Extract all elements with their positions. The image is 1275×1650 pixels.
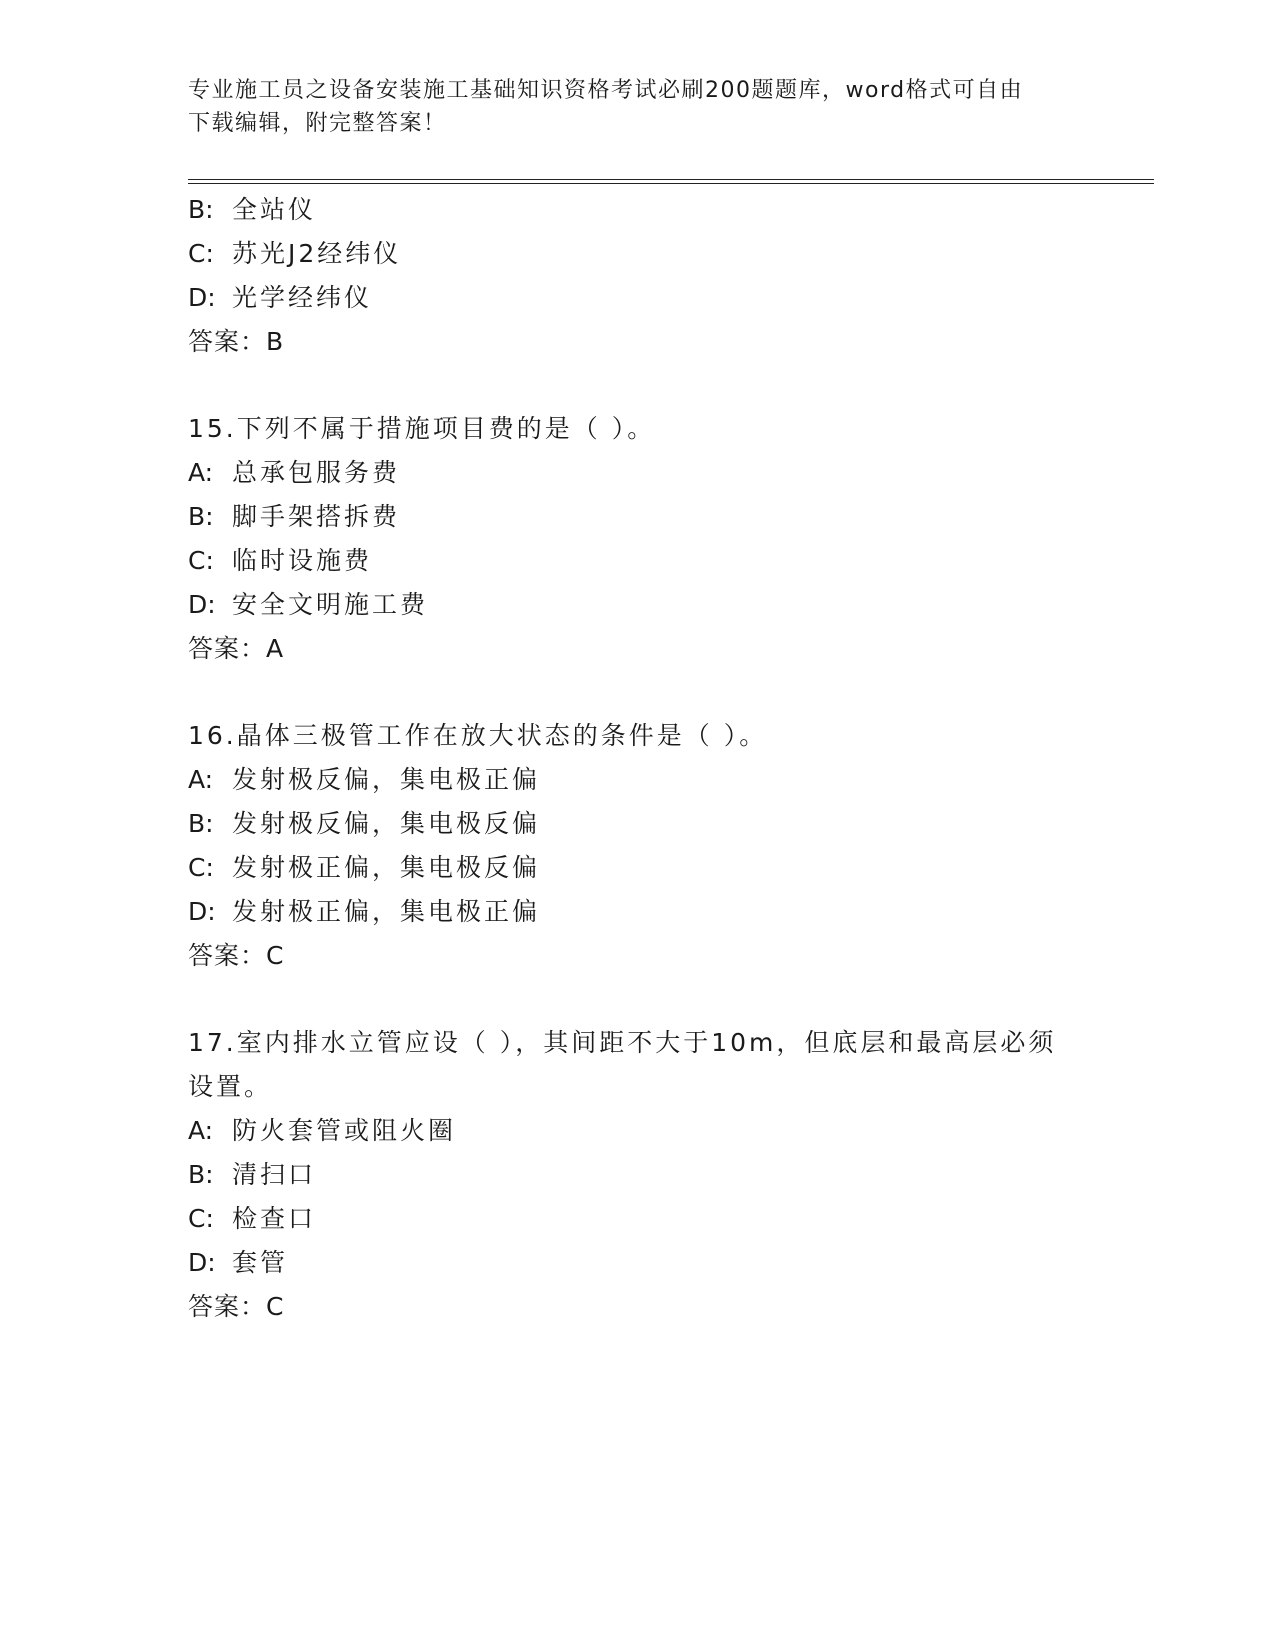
q17-answer: 答案：C [188, 1292, 285, 1321]
option-text: 总承包服务费 [232, 458, 401, 487]
option-text: 全站仪 [232, 195, 317, 224]
option-text: 检查口 [232, 1204, 317, 1233]
q16-option-b [188, 807, 540, 841]
q16-option-a [188, 763, 540, 797]
option-label: A: [188, 458, 214, 487]
option-label: A: [188, 1116, 214, 1145]
q14-option-d [188, 281, 372, 315]
q15-option-c [188, 544, 372, 578]
q14-answer: 答案：B [188, 327, 285, 356]
q14-option-b [188, 193, 316, 227]
option-text: 发射极正偏，集电极反偏 [232, 853, 541, 882]
q15-option-a [188, 456, 400, 490]
option-label: C: [188, 853, 214, 882]
option-label: B: [188, 809, 214, 838]
page-header [188, 74, 1088, 140]
q17-option-b [188, 1158, 316, 1192]
option-label: B: [188, 502, 214, 531]
q17-option-a [188, 1114, 456, 1148]
q15-option-b [188, 500, 400, 534]
option-label: C: [188, 1204, 214, 1233]
header-divider-thick [188, 183, 1154, 184]
q17-question-line-2: 设置。 [188, 1072, 273, 1101]
header-divider-thin [188, 179, 1154, 180]
option-text: 临时设施费 [232, 546, 373, 575]
q16-option-d [188, 895, 540, 929]
q14-option-c [188, 237, 401, 271]
option-label: D: [188, 897, 216, 926]
option-text: 安全文明施工费 [232, 590, 429, 619]
option-label: D: [188, 1248, 216, 1277]
option-text: 防火套管或阻火圈 [232, 1116, 457, 1145]
q15-question: 15.下列不属于措施项目费的是（ ）。 [188, 414, 656, 443]
option-text: 清扫口 [232, 1160, 317, 1189]
header-line-1: 专业施工员之设备安装施工基础知识资格考试必刷200题题库，word格式可自由 [188, 78, 1024, 103]
q15-answer: 答案：A [188, 634, 285, 663]
option-label: D: [188, 283, 216, 312]
q17-question-line-1: 17.室内排水立管应设（ ），其间距不大于10m，但底层和最高层必须 [188, 1028, 1057, 1057]
option-label: C: [188, 239, 214, 268]
option-text: 脚手架搭拆费 [232, 502, 401, 531]
q15-option-d [188, 588, 428, 622]
option-text: 光学经纬仪 [232, 283, 373, 312]
option-text: 发射极反偏，集电极正偏 [232, 765, 541, 794]
option-text: 发射极正偏，集电极正偏 [232, 897, 541, 926]
q16-option-c [188, 851, 540, 885]
q17-option-d [188, 1246, 288, 1280]
option-text: 套管 [232, 1248, 289, 1277]
option-label: D: [188, 590, 216, 619]
q17-option-c [188, 1202, 316, 1236]
option-text: 发射极反偏，集电极反偏 [232, 809, 541, 838]
q16-answer: 答案：C [188, 941, 285, 970]
option-label: C: [188, 546, 214, 575]
option-label: B: [188, 195, 214, 224]
q16-question: 16.晶体三极管工作在放大状态的条件是（ ）。 [188, 721, 768, 750]
option-label: A: [188, 765, 214, 794]
header-line-2: 下载编辑，附完整答案！ [188, 111, 447, 136]
option-text: 苏光J2经纬仪 [232, 239, 402, 268]
option-label: B: [188, 1160, 214, 1189]
